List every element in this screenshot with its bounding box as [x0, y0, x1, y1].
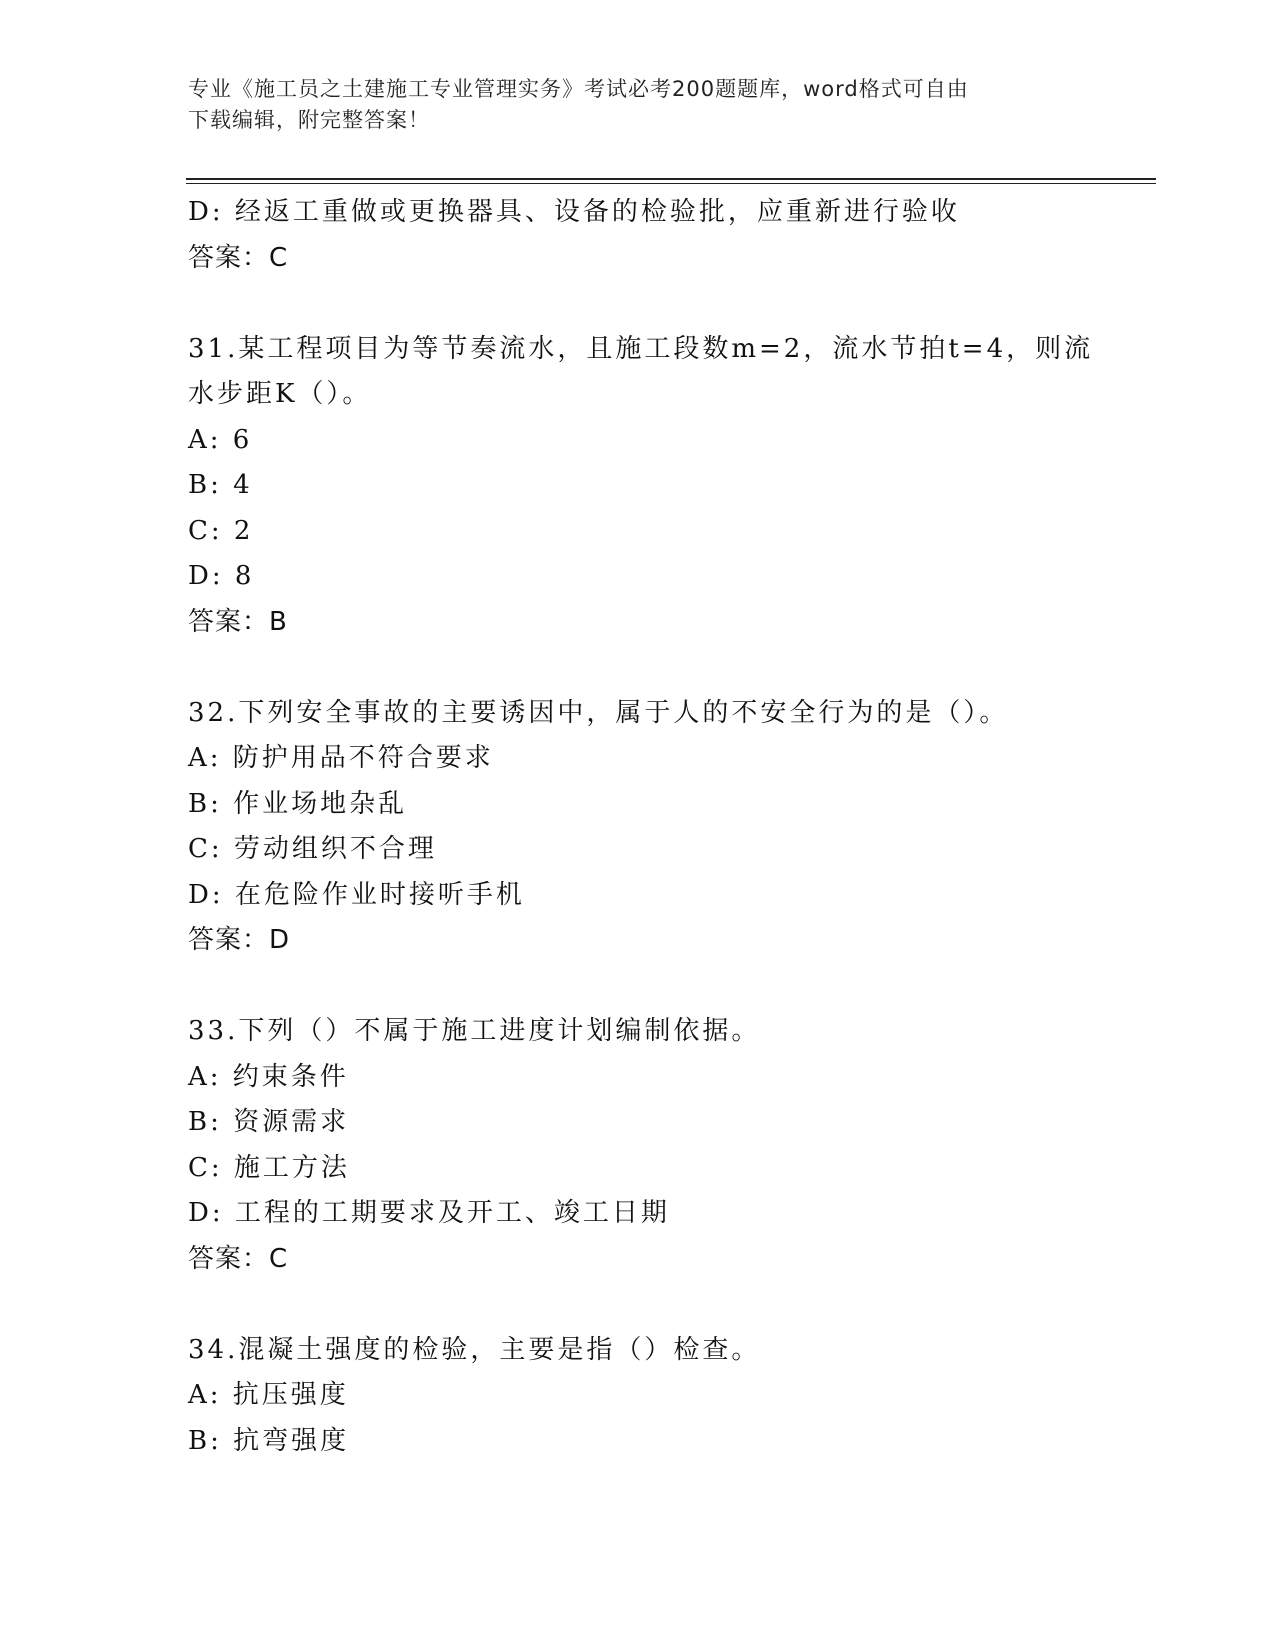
- document-header: [188, 74, 1088, 136]
- question-stem-line: 33.下列（）不属于施工进度计划编制依据。: [188, 1016, 761, 1046]
- option-c: C: 施工方法: [188, 1152, 350, 1183]
- question-31: [188, 327, 1148, 646]
- option-b: B: 作业场地杂乱: [188, 788, 408, 819]
- question-stem-line: 31.某工程项目为等节奏流水，且施工段数m=2，流水节拍t=4，则流: [188, 333, 1094, 364]
- option-d: D: 在危险作业时接听手机: [188, 879, 525, 910]
- option-c: C: 2: [188, 515, 254, 546]
- option-a: A: 约束条件: [188, 1061, 349, 1092]
- answer: 答案：D: [188, 925, 291, 955]
- option-a: A: 防护用品不符合要求: [188, 743, 494, 773]
- header-rule-thick: [186, 178, 1156, 180]
- question-list: [188, 190, 1148, 1464]
- option-a: A: 6: [188, 424, 253, 455]
- option-b: B: 抗弯强度: [188, 1425, 350, 1456]
- option-c: C: 劳动组织不合理: [188, 834, 437, 864]
- question-32: [188, 691, 1148, 964]
- question-34: [188, 1328, 1148, 1465]
- prev-answer: 答案：C: [188, 242, 289, 273]
- question-33: [188, 1009, 1148, 1282]
- header-line-2: 下载编辑，附完整答案！: [188, 108, 430, 132]
- prev-option-d: D: 经返工重做或更换器具、设备的检验批，应重新进行验收: [188, 197, 960, 227]
- header-rule-thin: [186, 183, 1156, 184]
- question-stem-line: 34.混凝土强度的检验，主要是指（）检查。: [188, 1334, 761, 1365]
- option-a: A: 抗压强度: [188, 1380, 349, 1410]
- option-b: B: 资源需求: [188, 1107, 350, 1137]
- answer: 答案：C: [188, 1243, 289, 1274]
- header-line-1: 专业《施工员之土建施工专业管理实务》考试必考200题题库，word格式可自由: [188, 77, 969, 101]
- option-d: D: 8: [188, 561, 255, 591]
- question-stem-line: 32.下列安全事故的主要诱因中，属于人的不安全行为的是（）。: [188, 697, 1009, 728]
- answer: 答案：B: [188, 606, 288, 637]
- question-stem-line: 水步距K（）。: [188, 379, 372, 409]
- option-b: B: 4: [188, 470, 253, 500]
- option-d: D: 工程的工期要求及开工、竣工日期: [188, 1198, 670, 1228]
